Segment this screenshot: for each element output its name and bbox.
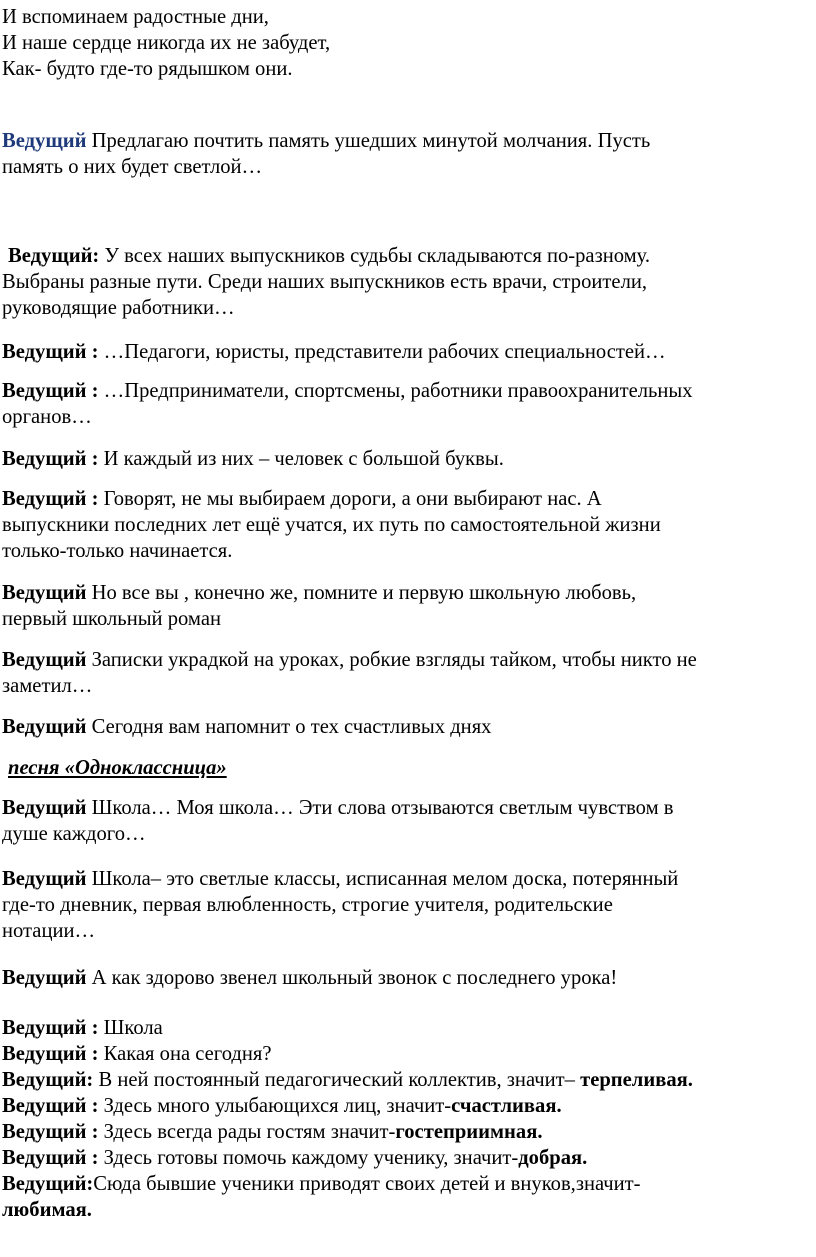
paragraph-bell (2, 965, 802, 991)
speaker-label: Ведущий (2, 716, 87, 738)
speaker-label: Ведущий : (2, 1121, 99, 1143)
paragraph-text: …Предприниматели, спортсмены, работники правоохранительных (98, 380, 693, 402)
paragraph-text: Выбраны разные пути. Среди наших выпускников есть врачи, строители, (2, 271, 648, 293)
paragraph-entrepreneurs (2, 378, 802, 430)
poem-line: И наше сердце никогда их не забудет, (2, 32, 331, 54)
paragraph-bright-classes (2, 866, 802, 944)
list-item (2, 1093, 802, 1119)
paragraph-text: душе каждого… (2, 823, 146, 845)
paragraph-text: выпускники последних лет ещё учатся, их путь по самостоятельной жизни (2, 514, 661, 536)
song-title-text: песня «Одноклассница» (8, 757, 227, 779)
speaker-label: Ведущий: (8, 245, 100, 267)
paragraph-happy-days (2, 714, 802, 740)
list-item (2, 1015, 802, 1041)
list-item (2, 1145, 802, 1171)
list-item-text: Сюда бывшие ученики приводят своих детей и внуков,значит- (93, 1173, 641, 1195)
list-item-emphasis: добрая. (518, 1147, 588, 1169)
speaker-label: Ведущий : (2, 488, 99, 510)
paragraph-text: органов… (2, 406, 92, 428)
speaker-label: Ведущий : (2, 1147, 99, 1169)
poem-stanza (2, 4, 802, 82)
list-item-text: Здесь много улыбающихся лиц, значит- (98, 1095, 452, 1117)
poem-line: И вспоминаем радостные дни, (2, 6, 269, 28)
paragraph-my-school (2, 795, 802, 847)
paragraph-text: нотации… (2, 920, 96, 942)
list-item-emphasis: любимая. (2, 1199, 92, 1221)
speaker-label: Ведущий (2, 967, 87, 989)
paragraph-text: заметил… (2, 675, 93, 697)
speaker-label: Ведущий : (2, 1095, 99, 1117)
speaker-label: Ведущий : (2, 1043, 99, 1065)
paragraph-graduates-cont (2, 269, 802, 321)
speaker-label: Ведущий : (2, 1017, 99, 1039)
list-item-emphasis: терпеливая. (580, 1069, 693, 1091)
paragraph-text: …Педагоги, юристы, представители рабочих специальностей… (98, 341, 666, 363)
paragraph-text: Но все вы , конечно же, помните и первую школьную любовь, (86, 582, 637, 604)
paragraph-text: память о них будет светлой… (2, 156, 263, 178)
speaker-label: Ведущий (2, 797, 87, 819)
paragraph-graduates (8, 243, 808, 269)
speaker-label: Ведущий (2, 649, 87, 671)
list-item-text: Школа (98, 1017, 163, 1039)
speaker-label: Ведущий (2, 868, 87, 890)
list-item (2, 1041, 802, 1067)
paragraph-text: где-то дневник, первая влюбленность, строгие учителя, родительские (2, 894, 613, 916)
paragraph-text: Предлагаю почтить память ушедших минутой молчания. Пусть (86, 130, 651, 152)
paragraph-text: Школа– это светлые классы, исписанная мелом доска, потерянный (86, 868, 679, 890)
paragraph-text: руководящие работники… (2, 297, 235, 319)
poem-line: Как- будто где-то рядышком они. (2, 58, 293, 80)
paragraph-text: А как здорово звенел школьный звонок с последнего урока! (86, 967, 618, 989)
paragraph-notes (2, 647, 802, 699)
list-item (2, 1119, 802, 1145)
paragraph-text: первый школьный роман (2, 608, 221, 630)
paragraph-capital-letter (2, 446, 802, 472)
list-item-text: Здесь готовы помочь каждому ученику, значит- (98, 1147, 519, 1169)
paragraph-text: только-только начинается. (2, 540, 233, 562)
speaker-label: Ведущий (2, 582, 87, 604)
paragraph-teachers (2, 339, 802, 365)
speaker-label: Ведущий: (2, 1069, 94, 1091)
list-item-text: В ней постоянный педагогический коллектив, значит– (93, 1069, 581, 1091)
song-title (8, 755, 808, 781)
paragraph-text: Школа… Моя школа… Эти слова отзываются светлым чувством в (86, 797, 674, 819)
list-item (2, 1067, 802, 1093)
paragraph-text: Говорят, не мы выбираем дороги, а они выбирают нас. А (98, 488, 602, 510)
speaker-label: Ведущий : (2, 448, 99, 470)
speaker-label: Ведущий : (2, 380, 99, 402)
list-item (2, 1171, 802, 1197)
speaker-label: Ведущий : (2, 341, 99, 363)
list-item-emphasis: счастливая. (451, 1095, 562, 1117)
list-item-emphasis: гостеприимная. (395, 1121, 543, 1143)
paragraph-first-love (2, 580, 802, 632)
speaker-label: Ведущий: (2, 1173, 94, 1195)
paragraph-text: Сегодня вам напомнит о тех счастливых днях (86, 716, 492, 738)
paragraph-text: У всех наших выпускников судьбы складываются по-разному. (99, 245, 651, 267)
paragraph-minute-of-silence (2, 128, 802, 180)
school-qualities-list (2, 1015, 802, 1223)
list-item-text: Какая она сегодня? (98, 1043, 272, 1065)
paragraph-text: Записки украдкой на уроках, робкие взгляды тайком, чтобы никто не (86, 649, 697, 671)
speaker-label: Ведущий (2, 130, 87, 152)
paragraph-roads (2, 486, 802, 564)
list-item-text: Здесь всегда рады гостям значит- (98, 1121, 396, 1143)
paragraph-text: И каждый из них – человек с большой буквы. (98, 448, 504, 470)
